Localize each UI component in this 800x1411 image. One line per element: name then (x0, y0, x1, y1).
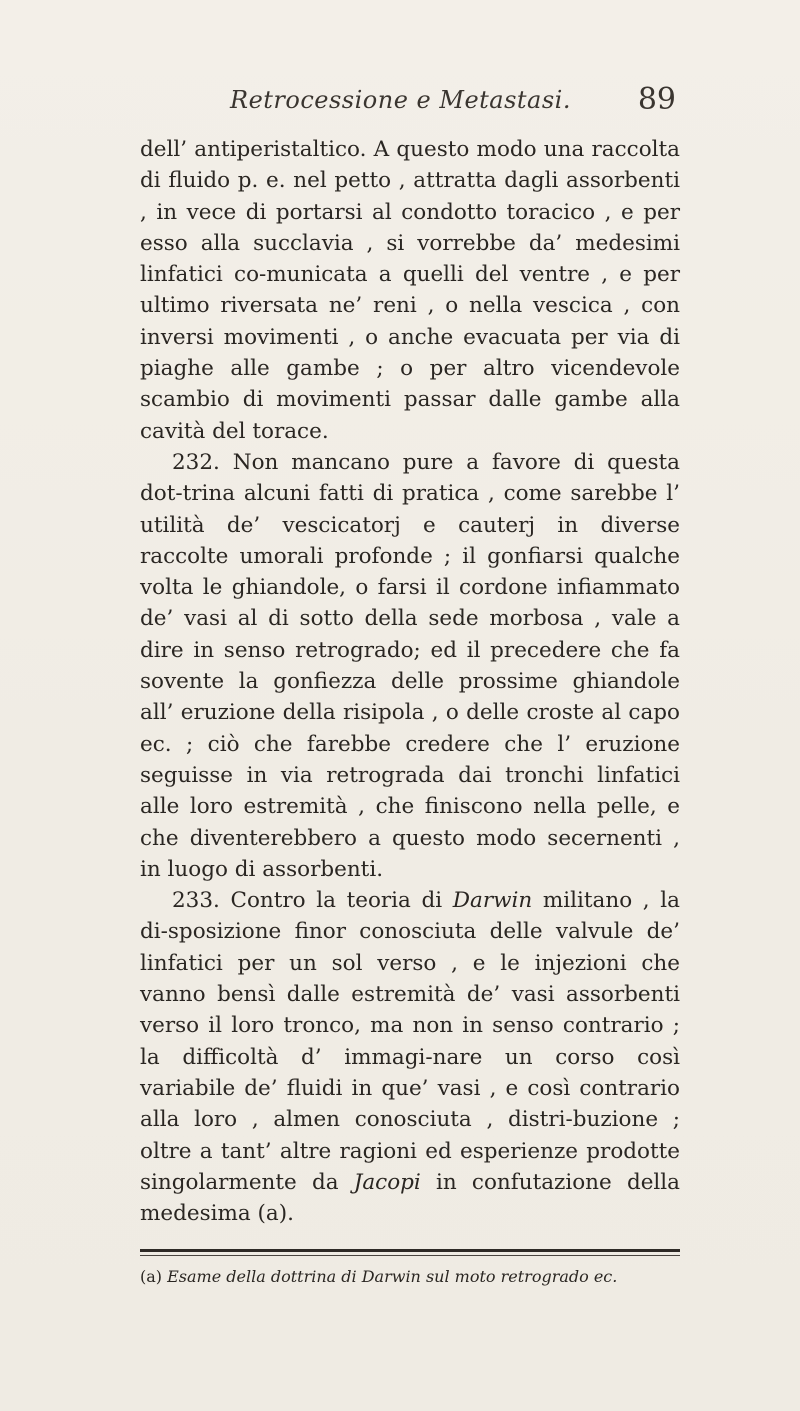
footnote-rule-thick (140, 1249, 680, 1252)
paragraph-232 (140, 447, 680, 885)
paragraph-233-text-b: militano , la di-sposizione finor conosciuta delle valvule de’ linfatici per un sol verso , e le injezioni che vanno bensì dalle estremità de’ vasi assorbenti verso il loro tronco, ma non in senso contrario ; la difficoltà d’ immagi-nare un corso così variabile de’ fluidi in que’ vasi , e così contrario alla loro , almen conosciuta , distri-buzione ; oltre a tant’ altre ragioni ed esperienze prodotte singolarmente da (140, 888, 680, 1195)
paragraph-233-text-a: Contro la teoria di (230, 888, 443, 914)
page-number: 89 (637, 82, 676, 117)
running-title: Retrocessione e Metastasi. (230, 86, 571, 114)
paragraph-233-text-c: in confutazione della medesima (a). (140, 1169, 680, 1227)
author-name-jacopi: Jacopi (353, 1169, 421, 1195)
section-number-233: 233. (172, 888, 220, 914)
footnote-rule-thin (140, 1255, 680, 1256)
footnote-text: Esame della dottrina di Darwin sul moto retrogrado ec. (167, 1267, 618, 1286)
section-number-232: 232. (172, 449, 220, 475)
footnote-mark: (a) (140, 1267, 163, 1286)
paragraph-1-text: dell’ antiperistaltico. A questo modo una raccolta di fluido p. e. nel petto , attratta dagli assorbenti , in vece di portarsi al condotto toracico , e per esso alla succlavia , si vorrebbe da’ medesimi linfatici co-municata a quelli del ventre , e per ultimo riversata ne’ reni , o nella vescica , con inversi movimenti , o anche evacuata per via di piaghe alle gambe ; o per altro vicendevole scambio di movimenti passar dalle gambe alla cavità del torace. (140, 137, 680, 444)
paragraph-1 (140, 134, 680, 447)
paragraph-233 (140, 885, 680, 1229)
footnote (140, 1266, 700, 1288)
page-header (140, 82, 676, 122)
author-name-darwin: Darwin (452, 888, 533, 914)
paragraph-232-text: Non mancano pure a favore di questa dot-trina alcuni fatti di pratica , come sarebbe l’ utilità de’ vescicatorj e cauterj in diverse raccolte umorali profonde ; il gonfiarsi qualche volta le ghiandole, o farsi il cordone infiammato de’ vasi al di sotto della sede morbosa , vale a dire in senso retrogrado; ed il precedere che fa sovente la gonfiezza delle prossime ghiandole all’ eruzione della risipola , o delle croste al capo ec. ; ciò che farebbe credere che l’ eruzione seguisse in via retrograda dai tronchi linfatici alle loro estremità , che finiscono nella pelle, e che diventerebbero a questo modo secernenti , in luogo di assorbenti. (140, 449, 680, 882)
body-text (140, 134, 680, 1229)
